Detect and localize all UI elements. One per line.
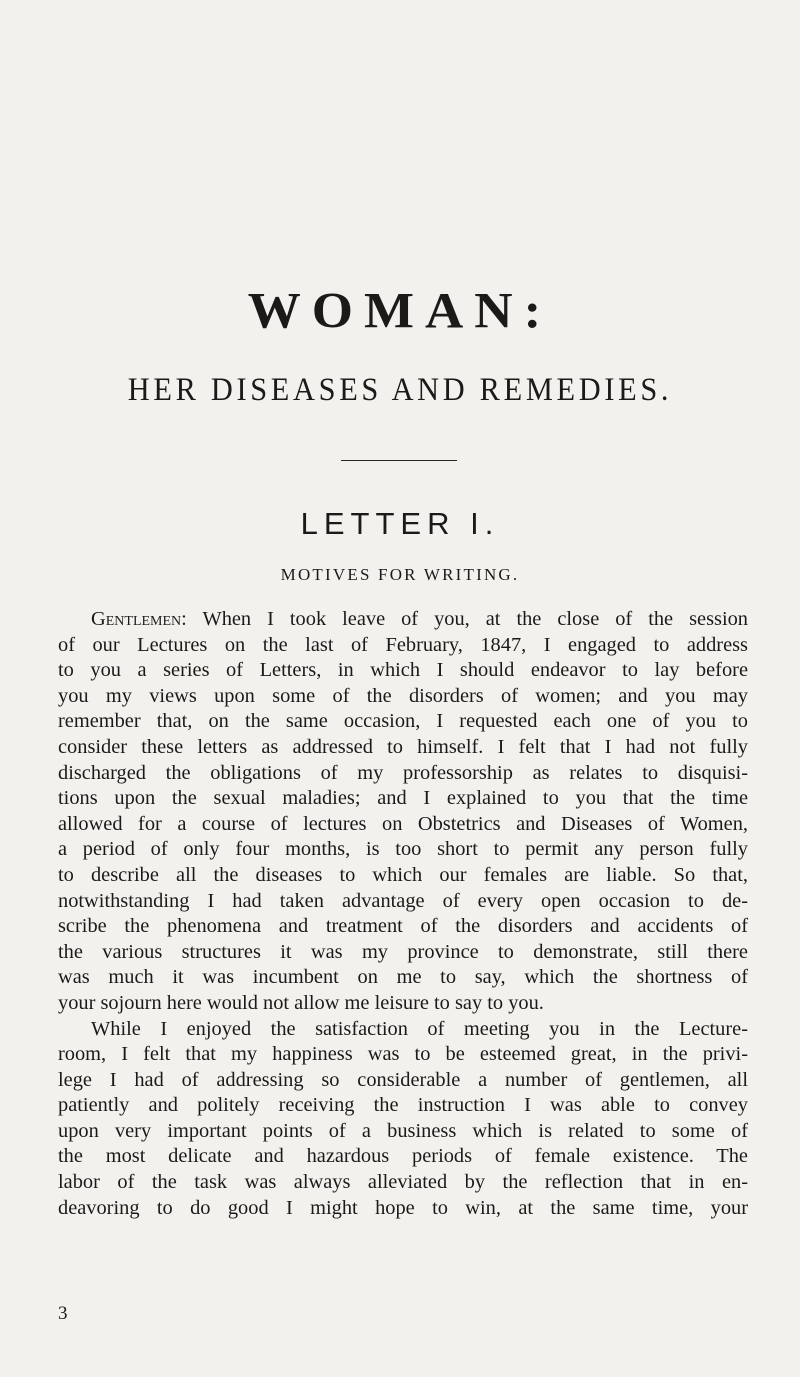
text-line-content: When I took leave of you, at the close of the session (186, 608, 748, 630)
text-line (58, 607, 748, 633)
text-line: upon very important points of a business which is related to some of (58, 1119, 748, 1142)
main-title: WOMAN: (247, 283, 553, 339)
text-line: to describe all the diseases to which our females are liable. So that, (58, 863, 748, 886)
text-line: While I enjoyed the satisfaction of meeting you in the Lecture- (91, 1017, 748, 1040)
text-line: was much it was incumbent on me to say, which the shortness of (58, 966, 748, 989)
text-line: a period of only four months, is too short to permit any person fully (58, 838, 748, 861)
title-divider (341, 460, 457, 461)
text-line: the most delicate and hazardous periods of female existence. The (58, 1145, 748, 1168)
text-line: scribe the phenomena and treatment of the disorders and accidents of (58, 915, 748, 938)
text-line: notwithstanding I had taken advantage of every open occasion to de- (58, 889, 748, 912)
text-line: the various structures it was my province to demonstrate, still there (58, 940, 748, 963)
text-line: you my views upon some of the disorders of women; and you may (58, 684, 748, 707)
text-line: room, I felt that my happiness was to be esteemed great, in the privi- (58, 1043, 748, 1066)
text-line: patiently and politely receiving the instruction I was able to convey (58, 1094, 748, 1117)
text-line: of our Lectures on the last of February, 1847, I engaged to address (58, 633, 748, 656)
text-line: deavoring to do good I might hope to win, at the same time, your (58, 1196, 748, 1219)
subtitle: HER DISEASES AND REMEDIES. (127, 372, 673, 408)
text-line: to you a series of Letters, in which I should endeavor to lay before (58, 659, 748, 682)
text-line: labor of the task was always alleviated by the reflection that in en- (58, 1171, 748, 1194)
body-text (58, 607, 748, 1221)
salutation: Gentlemen (91, 608, 182, 630)
text-line: tions upon the sexual maladies; and I explained to you that the time (58, 787, 748, 810)
text-line: lege I had of addressing so considerable a number of gentlemen, all (58, 1068, 748, 1091)
text-line: discharged the obligations of my professorship as relates to disquisi- (58, 761, 748, 784)
text-line: your sojourn here would not allow me leisure to say to you. (58, 991, 544, 1014)
salutation-colon: : (181, 608, 187, 630)
section-heading: MOTIVES FOR WRITING. (280, 565, 520, 584)
letter-heading: LETTER I. (300, 506, 500, 541)
text-line: allowed for a course of lectures on Obstetrics and Diseases of Women, (58, 812, 748, 835)
page-number: 3 (58, 1303, 68, 1324)
text-line: remember that, on the same occasion, I requested each one of you to (58, 710, 748, 733)
text-line: consider these letters as addressed to himself. I felt that I had not fully (58, 735, 748, 758)
